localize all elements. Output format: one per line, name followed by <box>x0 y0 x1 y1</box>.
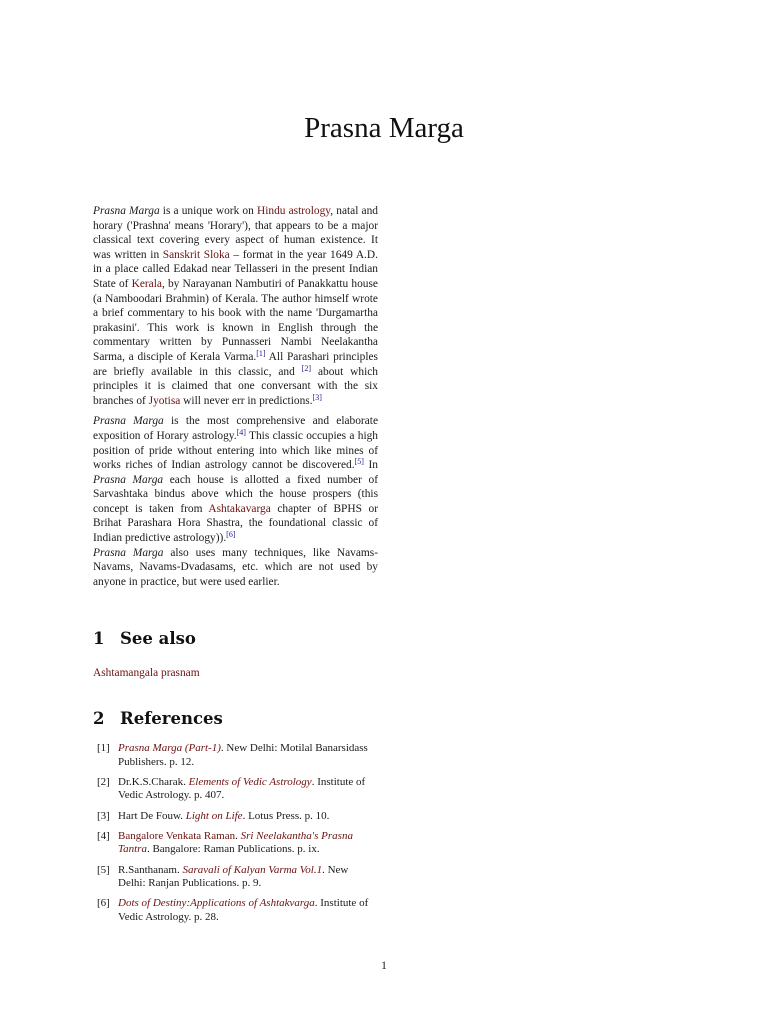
reference-number: [2] <box>97 775 110 788</box>
link-kerala[interactable]: Kerala <box>131 277 162 290</box>
reference-item <box>93 830 378 857</box>
text-span: – format in the year 1649 A.D. in a place called Edakad near Tellasseri in the present Indian State of <box>93 248 378 290</box>
text-span: will never err in predictions. <box>180 394 313 407</box>
page-number: 1 <box>381 960 387 972</box>
work-title: Prasna Marga <box>93 546 164 559</box>
reference-number: [3] <box>97 809 110 822</box>
reference-details: . Institute of Vedic Astrology. p. 28. <box>118 897 369 923</box>
section-heading-references <box>93 709 223 728</box>
reference-link[interactable] <box>118 897 315 909</box>
work-title: Prasna Marga <box>93 205 160 217</box>
link-sanskrit-sloka[interactable]: Sanskrit Sloka <box>162 248 230 261</box>
reference-title: Dots of Destiny:Applications of Ashtakvarga <box>118 897 315 910</box>
reference-author: Hart De Fouw. <box>118 809 186 822</box>
reference-item <box>93 810 378 824</box>
reference-item <box>93 897 378 924</box>
reference-details: . Institute of Vedic Astrology. p. 407. <box>118 775 366 802</box>
work-title: Prasna Marga <box>93 415 164 428</box>
reference-author-link[interactable]: Bangalore Venkata Raman <box>118 829 236 842</box>
reference-item <box>93 742 378 769</box>
reference-item <box>93 776 378 803</box>
reference-title: Elements of Vedic Astrology <box>188 775 312 788</box>
reference-title: Light on Life <box>185 809 243 822</box>
link-ashtamangala-prasnam[interactable]: Ashtamangala prasnam <box>93 667 200 679</box>
text-span: about which principles it is claimed that one conversant with the six branches of <box>93 365 378 407</box>
reference-link[interactable] <box>118 742 221 754</box>
link-jyotisa[interactable]: Jyotisa <box>148 394 181 407</box>
text-span: is a unique work on <box>159 205 257 217</box>
reference-author: R.Santhanam. <box>118 863 183 876</box>
citation-6[interactable]: [6] <box>226 530 236 540</box>
reference-separator: . <box>235 829 241 842</box>
reference-details: . New Delhi: Ranjan Publications. p. 9. <box>118 863 349 890</box>
page-title: Prasna Marga <box>304 112 464 144</box>
section-title: References <box>120 709 223 728</box>
reference-link[interactable] <box>186 810 243 822</box>
text-span: chapter of BPHS or Brihat Parashara Hora Shastra, the foundational classic of Indian predictive astrology)). <box>93 502 378 545</box>
text-span: This classic occupies a high position of pride without entering into which like mines of works riches of Indian astrology cannot be discovered. <box>93 429 378 472</box>
section-heading-see-also <box>93 629 196 648</box>
section-number: 1 <box>93 629 105 648</box>
reference-details: . Bangalore: Raman Publications. p. ix. <box>146 843 320 856</box>
reference-details: . New Delhi: Motilal Banarsidass Publishers. p. 12. <box>118 742 368 768</box>
text-span: also uses many techniques, like Navams-Navams, Navams-Dvadasams, etc. which are not used by anyone in practice, but were used earlier. <box>93 546 378 588</box>
reference-title: Sri Neelakantha's Prasna Tantra <box>118 829 353 856</box>
reference-item <box>93 864 378 891</box>
intro-paragraph-1 <box>93 204 378 408</box>
link-hindu-astrology[interactable]: Hindu astrology <box>256 205 331 217</box>
link-ashtakavarga[interactable]: Ashtakavarga <box>208 502 271 515</box>
reference-author: Dr.K.S.Charak. <box>118 775 189 788</box>
section-title: See also <box>120 629 196 648</box>
reference-number: [5] <box>97 863 110 876</box>
citation-1[interactable]: [1] <box>256 348 266 358</box>
reference-link[interactable] <box>182 864 322 876</box>
citation-5[interactable]: [5] <box>354 457 364 467</box>
text-span: , natal and horary ('Prashna' means 'Horary'), that appears to be a major classical text covering every aspect of human existence. It was written in <box>93 205 378 261</box>
text-span: All Parashari principles are briefly available in this classic, and <box>93 350 378 378</box>
reference-number: [4] <box>97 829 110 842</box>
reference-link[interactable] <box>189 776 312 788</box>
citation-2[interactable]: [2] <box>301 363 312 373</box>
intro-paragraph-2 <box>93 414 378 589</box>
section-number: 2 <box>93 709 105 728</box>
work-title: Prasna Marga <box>93 473 164 486</box>
reference-number: [1] <box>97 742 110 754</box>
reference-details: . Lotus Press. p. 10. <box>242 809 330 822</box>
text-span: each house is allotted a fixed number of Sarvashtaka bindus above which the house prospers (this concept is taken from <box>93 473 378 515</box>
text-span: In <box>363 459 378 472</box>
reference-number: [6] <box>97 897 110 910</box>
text-span: , by Narayanan Nambutiri of Panakkattu house (a Namboodari Brahmin) of Kerala. The author himself wrote a brief commentary to his book with the name 'Durgamartha prakasini'. This work is known in English through the commentary written by Punnasseri Nambi Neelakantha Sarma, a disciple of Kerala Varma. <box>93 277 378 363</box>
intro-section <box>93 204 378 589</box>
reference-title: Saravali of Kalyan Varma Vol.1 <box>182 863 323 876</box>
reference-title: Prasna Marga (Part-1) <box>118 742 221 754</box>
citation-3[interactable]: [3] <box>312 392 322 402</box>
references-list <box>93 742 378 931</box>
citation-4[interactable]: [4] <box>236 427 246 437</box>
text-span: is the most comprehensive and elaborate exposition of Horary astrology. <box>93 415 379 442</box>
